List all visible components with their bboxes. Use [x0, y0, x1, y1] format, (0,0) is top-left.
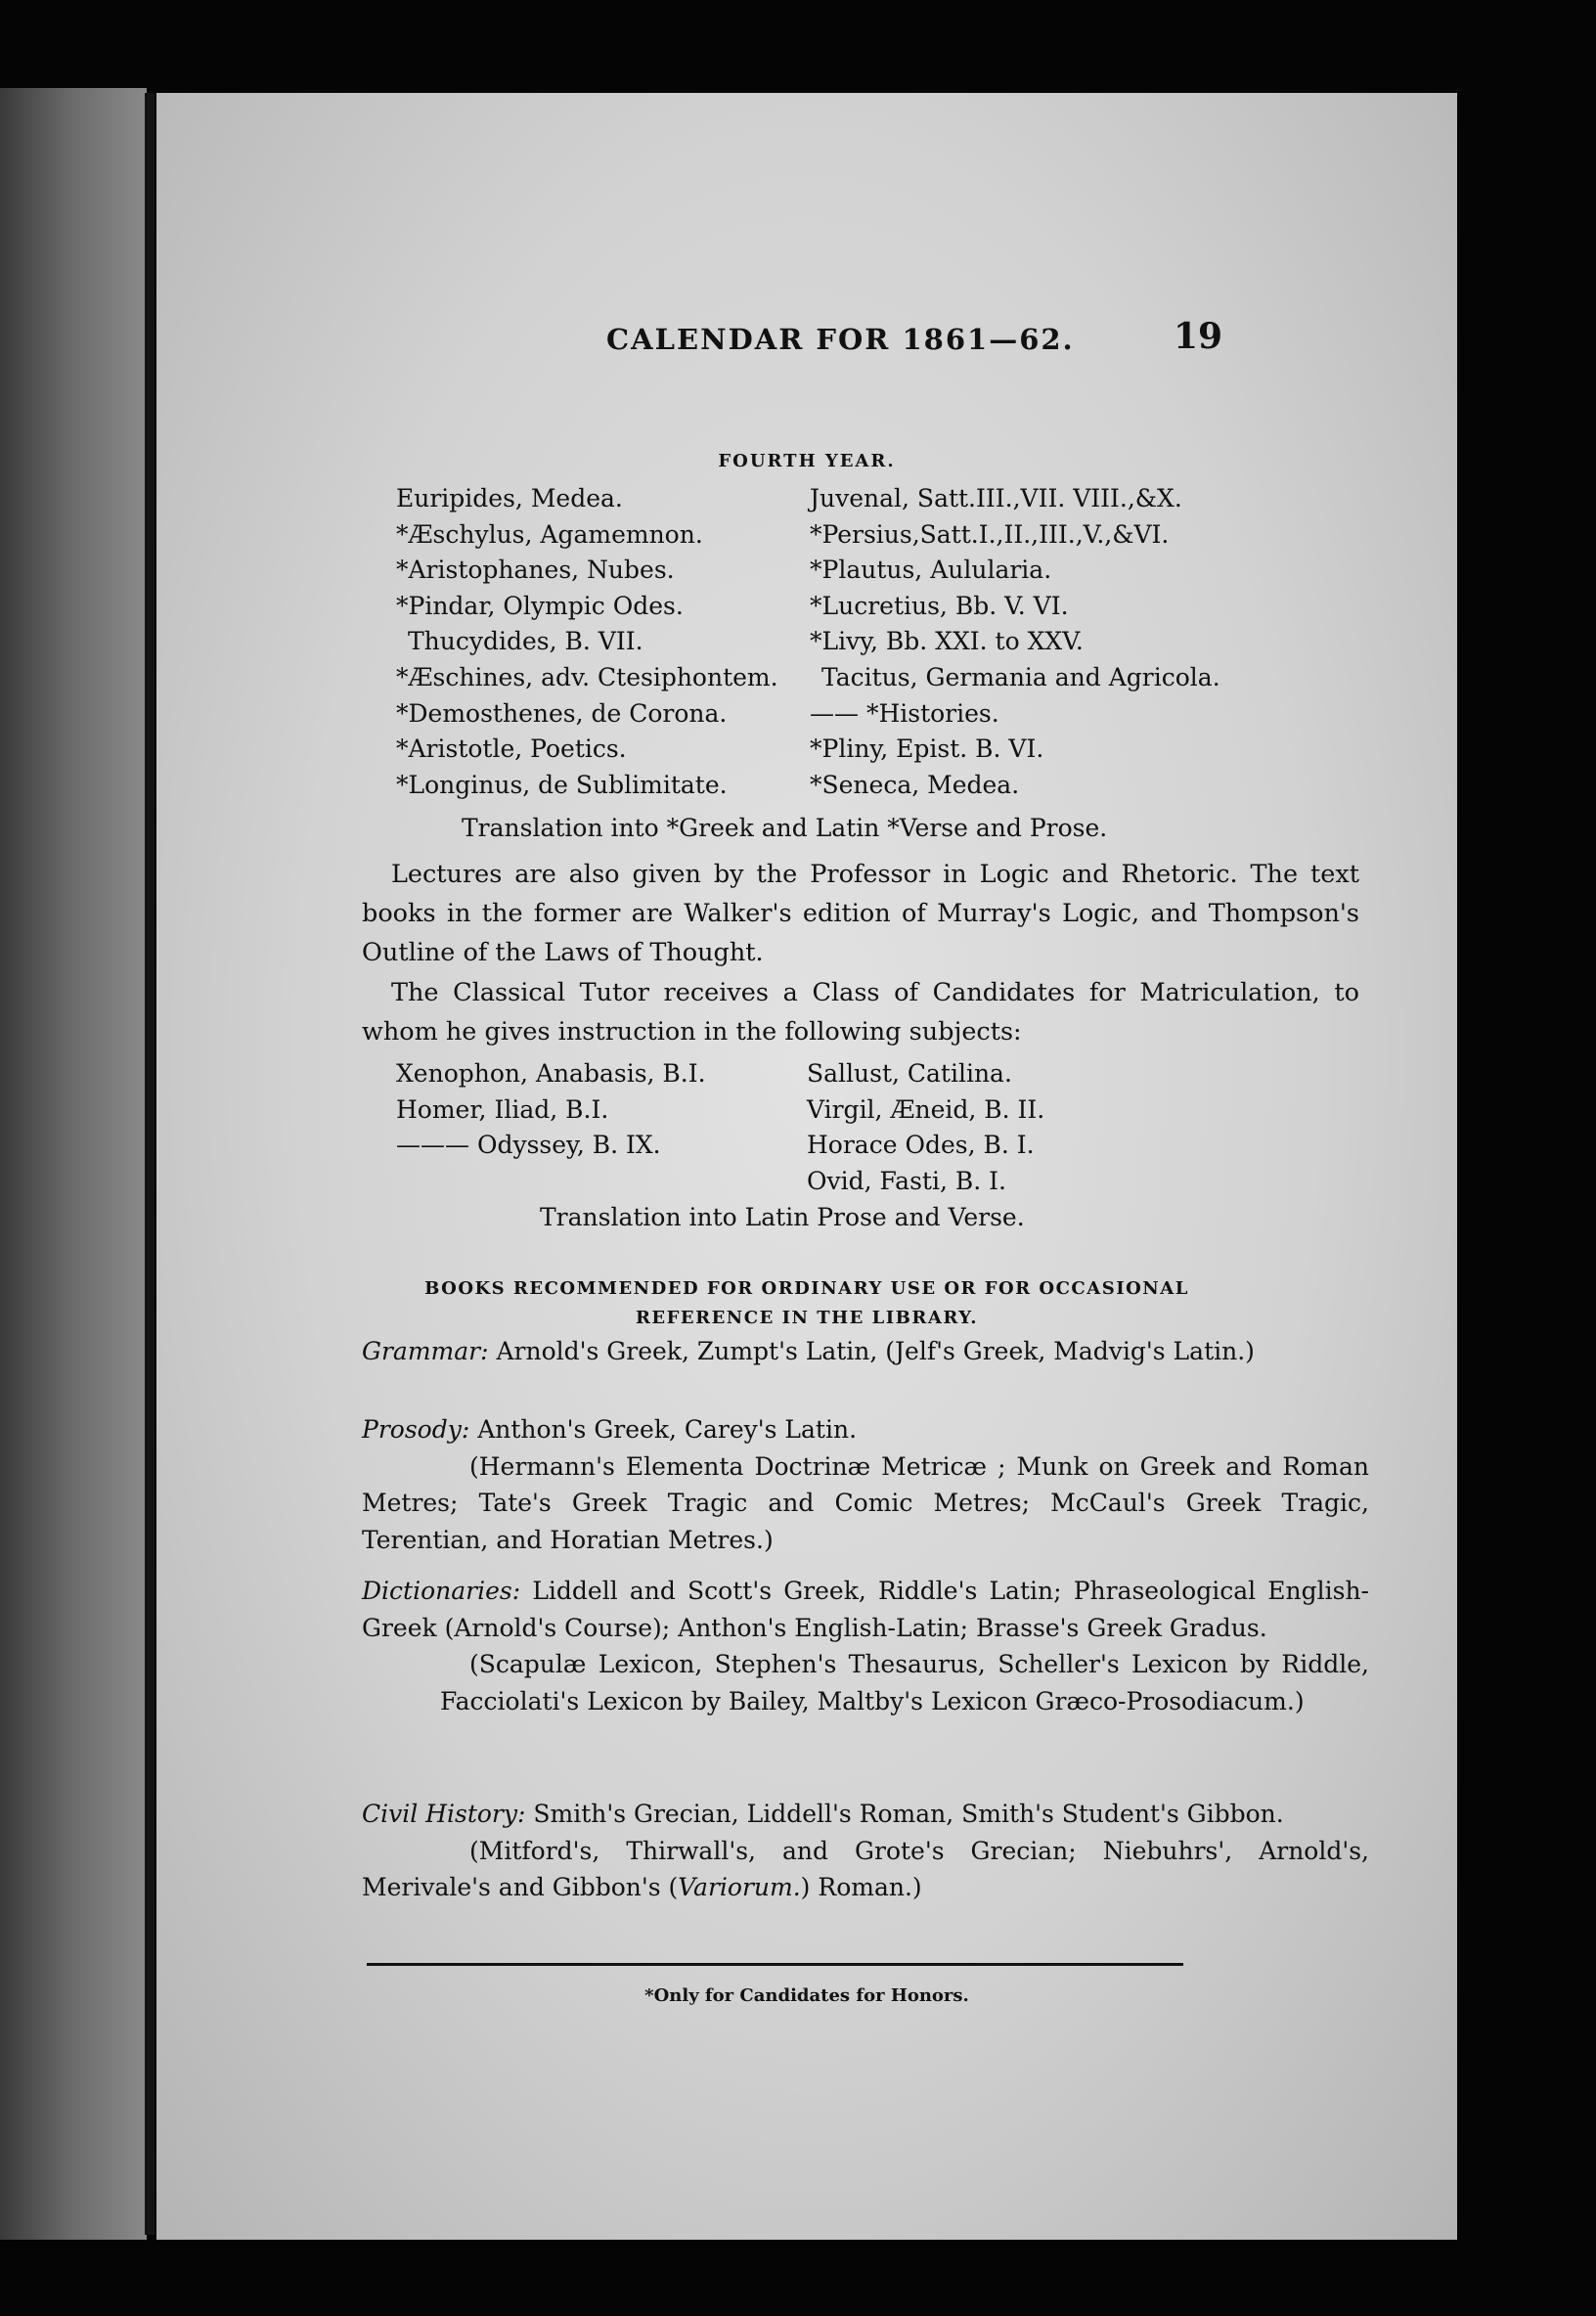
subject-item: Xenophon, Anabasis, B.I. — [396, 1059, 706, 1088]
subject-item: Virgil, Æneid, B. II. — [807, 1094, 1045, 1124]
book-page — [156, 93, 1457, 2240]
course-item: —— *Histories. — [810, 698, 999, 728]
subject-item: Homer, Iliad, B.I. — [396, 1094, 609, 1124]
matriculation-latin-column — [807, 1056, 1044, 1199]
variorum-italic: Variorum. — [678, 1873, 801, 1902]
prosody-label: Prosody: — [362, 1415, 470, 1444]
course-item: Thucydides, B. VII. — [408, 627, 643, 656]
civil-history-text: Smith's Grecian, Liddell's Roman, Smith's Student's Gibbon. — [533, 1800, 1284, 1828]
page-gutter — [145, 93, 155, 2235]
course-item: *Longinus, de Sublimitate. — [396, 770, 728, 799]
subject-item: Ovid, Fasti, B. I. — [807, 1166, 1006, 1195]
course-item: *Pindar, Olympic Odes. — [396, 591, 684, 620]
dictionaries-text: Liddell and Scott's Greek, Riddle's Latin; Phraseological English-Greek (Arnold's Course); Anthon's English-Latin; Brasse's Greek Gradus. — [362, 1577, 1369, 1642]
facing-page-edge — [0, 88, 147, 2240]
fourth-year-translation: Translation into *Greek and Latin *Verse and Prose. — [462, 814, 1108, 842]
civil-history-label: Civil History: — [362, 1800, 526, 1828]
civil-history-note-text: (Mitford's, Thirwall's, and Grote's Grecian; Niebuhrs', Arnold's, Merivale's and Gibbon's ( — [362, 1836, 1369, 1902]
fourth-year-latin-column — [810, 481, 1220, 803]
course-item: Tacitus, Germania and Agricola. — [821, 662, 1220, 691]
course-item: *Pliny, Epist. B. VI. — [810, 735, 1044, 764]
footnote: *Only for Candidates for Honors. — [644, 1985, 969, 2006]
lectures-paragraph: Lectures are also given by the Professor in Logic and Rhetoric. The text books in the former are Walker's edition of Murray's Logic, and Thompson's Outline of the Laws of Thought. — [362, 860, 1359, 967]
civil-history-note-end: ) Roman.) — [800, 1873, 922, 1902]
course-item: *Demosthenes, de Corona. — [396, 698, 728, 728]
books-heading-line: BOOKS RECOMMENDED FOR ORDINARY USE OR FOR OCCASIONAL — [424, 1278, 1189, 1299]
course-item: *Plautus, Aulularia. — [810, 556, 1052, 585]
civil-history-note — [362, 1833, 1369, 1906]
tutor-paragraph: The Classical Tutor receives a Class of Candidates for Matriculation, to whom he gives instruction in the following subjects: — [362, 978, 1359, 1047]
subject-item: Horace Odes, B. I. — [807, 1131, 1035, 1160]
grammar-entry — [362, 1333, 1369, 1370]
course-item: *Aristophanes, Nubes. — [396, 556, 675, 585]
dictionaries-note: (Scapulæ Lexicon, Stephen's Thesaurus, Scheller's Lexicon by Riddle, Facciolati's Lexicon by Bailey, Maltby's Lexicon Græco-Prosodiacum.) — [440, 1650, 1369, 1715]
course-item: *Persius,Satt.I.,II.,III.,V.,&VI. — [810, 519, 1170, 549]
prosody-text: Anthon's Greek, Carey's Latin. — [477, 1415, 858, 1444]
subject-item: Sallust, Catilina. — [807, 1059, 1012, 1088]
fourth-year-heading: FOURTH YEAR. — [718, 451, 896, 471]
running-header: CALENDAR FOR 1861—62. — [606, 323, 1075, 356]
grammar-label: Grammar: — [362, 1337, 489, 1365]
grammar-text: Arnold's Greek, Zumpt's Latin, (Jelf's Greek, Madvig's Latin.) — [496, 1337, 1255, 1365]
course-item: *Æschines, adv. Ctesiphontem. — [396, 662, 778, 691]
course-item: *Livy, Bb. XXI. to XXV. — [810, 627, 1084, 656]
prosody-note: (Hermann's Elementa Doctrinæ Metricæ ; Munk on Greek and Roman Metres; Tate's Greek Tragic and Comic Metres; McCaul's Greek Tragic, Terentian, and Horatian Metres.) — [362, 1451, 1369, 1554]
course-item: *Æschylus, Agamemnon. — [396, 519, 703, 549]
dictionaries-entry — [362, 1573, 1369, 1719]
subject-item: ——— Odyssey, B. IX. — [396, 1131, 661, 1160]
course-item: *Seneca, Medea. — [810, 770, 1020, 799]
course-item: Juvenal, Satt.III.,VII. VIII.,&X. — [810, 484, 1182, 512]
matriculation-greek-column — [396, 1056, 706, 1164]
fourth-year-greek-column — [396, 481, 778, 803]
prosody-entry — [362, 1411, 1369, 1558]
footnote-rule — [367, 1963, 1183, 1966]
books-heading — [156, 1274, 1457, 1333]
dictionaries-label: Dictionaries: — [362, 1577, 521, 1605]
matriculation-translation: Translation into Latin Prose and Verse. — [540, 1203, 1025, 1231]
course-item: *Lucretius, Bb. V. VI. — [810, 591, 1069, 620]
books-heading-line: REFERENCE IN THE LIBRARY. — [635, 1308, 979, 1328]
page-number: 19 — [1174, 316, 1223, 357]
civil-history-entry — [362, 1796, 1369, 1906]
course-item: *Aristotle, Poetics. — [396, 735, 627, 764]
course-item: Euripides, Medea. — [396, 484, 623, 512]
